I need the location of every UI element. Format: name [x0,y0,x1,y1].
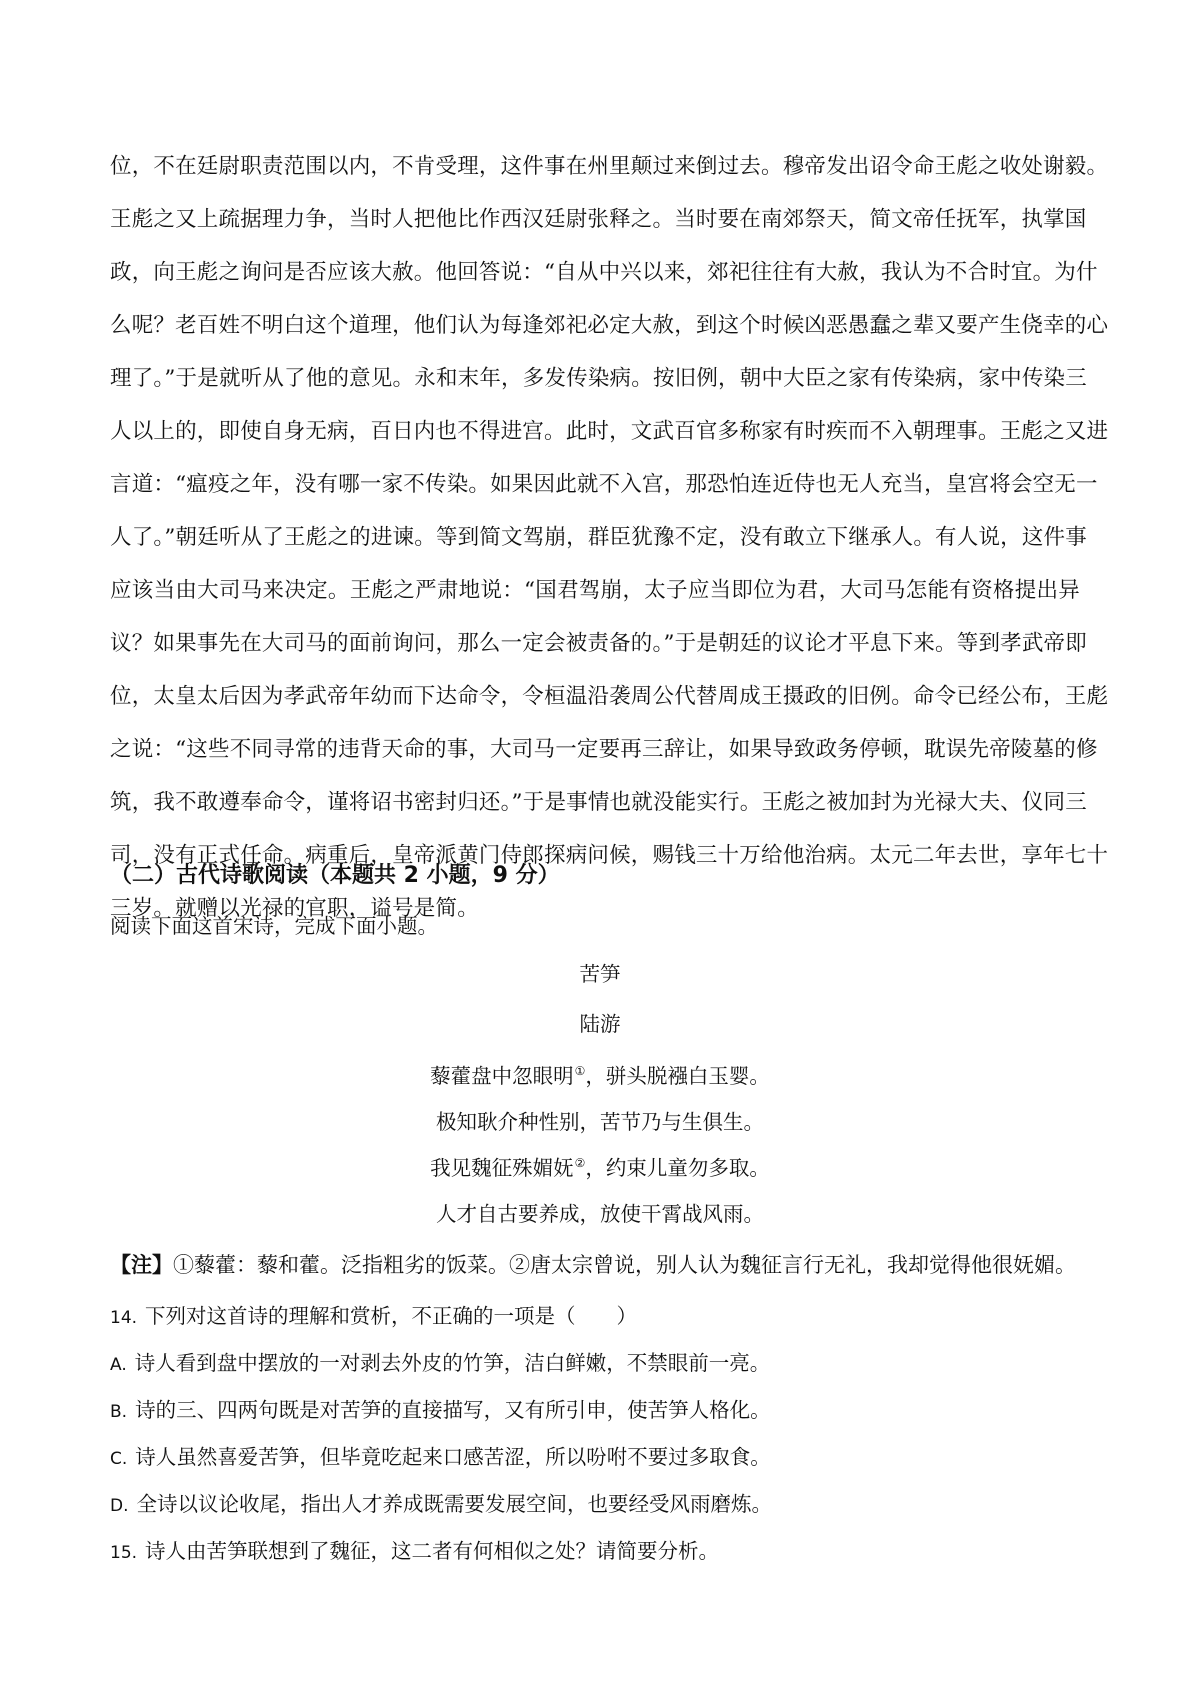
passage-line: 之说：“这些不同寻常的违背天命的事，大司马一定要再三辞让，如果导致政务停顿，耽误先帝陵墓的修 [110,737,1098,762]
poem-line-text: 极知耿介种性别，苦节乃与生俱生。 [436,1110,764,1134]
passage-line: 人了。”朝廷听从了王彪之的进谏。等到简文驾崩，群臣犹豫不定，没有敢立下继承人。有人说，这件事 [110,525,1087,550]
option-text: 诗人虽然喜爱苦笋，但毕竟吃起来口感苦涩，所以吩咐不要过多取食。 [135,1445,771,1469]
passage-line: 议？如果事先在大司马的面前询问，那么一定会被责备的。”于是朝廷的议论才平息下来。等到孝武帝即 [110,631,1087,656]
question-number: 15. [110,1543,138,1563]
passage-line: 人以上的，即使自身无病，百日内也不得进宫。此时，文武百官多称家有时疾而不入朝理事。王彪之又进 [110,419,1109,444]
passage-line: 理了。”于是就听从了他的意见。永和末年，多发传染病。按旧例，朝中大臣之家有传染病，家中传染三 [110,366,1087,391]
option-b[interactable] [110,1387,771,1433]
translation-passage [110,140,1109,935]
passage-line: 政，向王彪之询问是否应该大赦。他回答说：“自从中兴以来，郊祀往往有大赦，我认为不合时宜。为什 [110,260,1098,285]
passage-line: 位，太皇太后因为孝武帝年幼而下达命令，令桓温沿袭周公代替周成王摄政的旧例。命令已经公布，王彪 [110,684,1109,709]
poem-line-text: 人才自古要养成，放使干霄战风雨。 [436,1202,764,1226]
option-a[interactable] [110,1340,770,1386]
poem-line-text: 我见魏征殊媚妩 [430,1156,574,1180]
note-label: 【注】 [110,1253,173,1277]
poem-line-rest: ，骈头脱襁白玉婴。 [585,1064,770,1088]
passage-line: 言道：“瘟疫之年，没有哪一家不传染。如果因此就不入宫，那恐怕连近侍也无人充当，皇宫将会空无一 [110,472,1098,497]
option-text: 全诗以议论收尾，指出人才养成既需要发展空间，也要经受风雨磨炼。 [136,1492,772,1516]
poem-line [0,1145,1200,1191]
question-15 [110,1528,719,1574]
passage-line: 王彪之又上疏据理力争，当时人把他比作西汉廷尉张释之。当时要在南郊祭天，简文帝任抚军，执掌国 [110,207,1087,232]
passage-line: 么呢？老百姓不明白这个道理，他们认为每逢郊祀必定大赦，到这个时候凶恶愚蠢之辈又要产生侥幸的心 [110,313,1109,338]
section-heading: （二）古代诗歌阅读（本题共 2 小题，9 分） [110,863,560,888]
poem-note [110,1243,1076,1287]
poem-line [0,1053,1200,1099]
option-text: 诗人看到盘中摆放的一对剥去外皮的竹笋，洁白鲜嫩，不禁眼前一亮。 [134,1351,771,1375]
option-c[interactable] [110,1434,771,1480]
passage-line: 筑，我不敢遵奉命令，谨将诏书密封归还。”于是事情也就没能实行。王彪之被加封为光禄大夫、仪同三 [110,790,1087,815]
poem-line-rest: ，约束儿童勿多取。 [585,1156,770,1180]
option-letter: B. [110,1402,128,1422]
passage-line: 应该当由大司马来决定。王彪之严肃地说：“国君驾崩，太子应当即位为君，大司马怎能有资格提出异 [110,578,1080,603]
option-letter: C. [110,1449,128,1469]
passage-line: 三岁。就赠以光禄的官职，谥号是简。 [110,896,479,921]
option-letter: D. [110,1496,129,1516]
poem-author: 陆游 [579,1012,621,1036]
poem-body [0,1053,1200,1237]
poem-title: 苦笋 [579,962,621,986]
question-number: 14. [110,1308,138,1328]
option-d[interactable] [110,1481,772,1527]
question-stem: 下列对这首诗的理解和赏析，不正确的一项是（ ） [145,1304,638,1328]
note-text: ①藜藿：藜和藿。泛指粗劣的饭菜。②唐太宗曾说，别人认为魏征言行无礼，我却觉得他很妩媚。 [173,1253,1076,1277]
footnote-marker: ② [574,1156,586,1171]
option-letter: A. [110,1355,127,1375]
option-text: 诗的三、四两句既是对苦笋的直接描写，又有所引申，使苦笋人格化。 [135,1398,771,1422]
question-stem: 诗人由苦笋联想到了魏征，这二者有何相似之处？请简要分析。 [145,1539,720,1563]
footnote-marker: ① [574,1064,586,1079]
question-14 [110,1293,637,1339]
poem-line [0,1191,1200,1237]
section-instruction: 阅读下面这首宋诗，完成下面小题。 [110,914,438,938]
passage-line: 司，没有正式任命。病重后，皇帝派黄门侍郎探病问候，赐钱三十万给他治病。太元二年去世，享年七十 [110,843,1109,868]
passage-line: 位，不在廷尉职责范围以内，不肯受理，这件事在州里颠过来倒过去。穆帝发出诏令命王彪之收处谢毅。 [110,154,1109,179]
poem-line [0,1099,1200,1145]
poem-line-text: 藜藿盘中忽眼明 [430,1064,574,1088]
